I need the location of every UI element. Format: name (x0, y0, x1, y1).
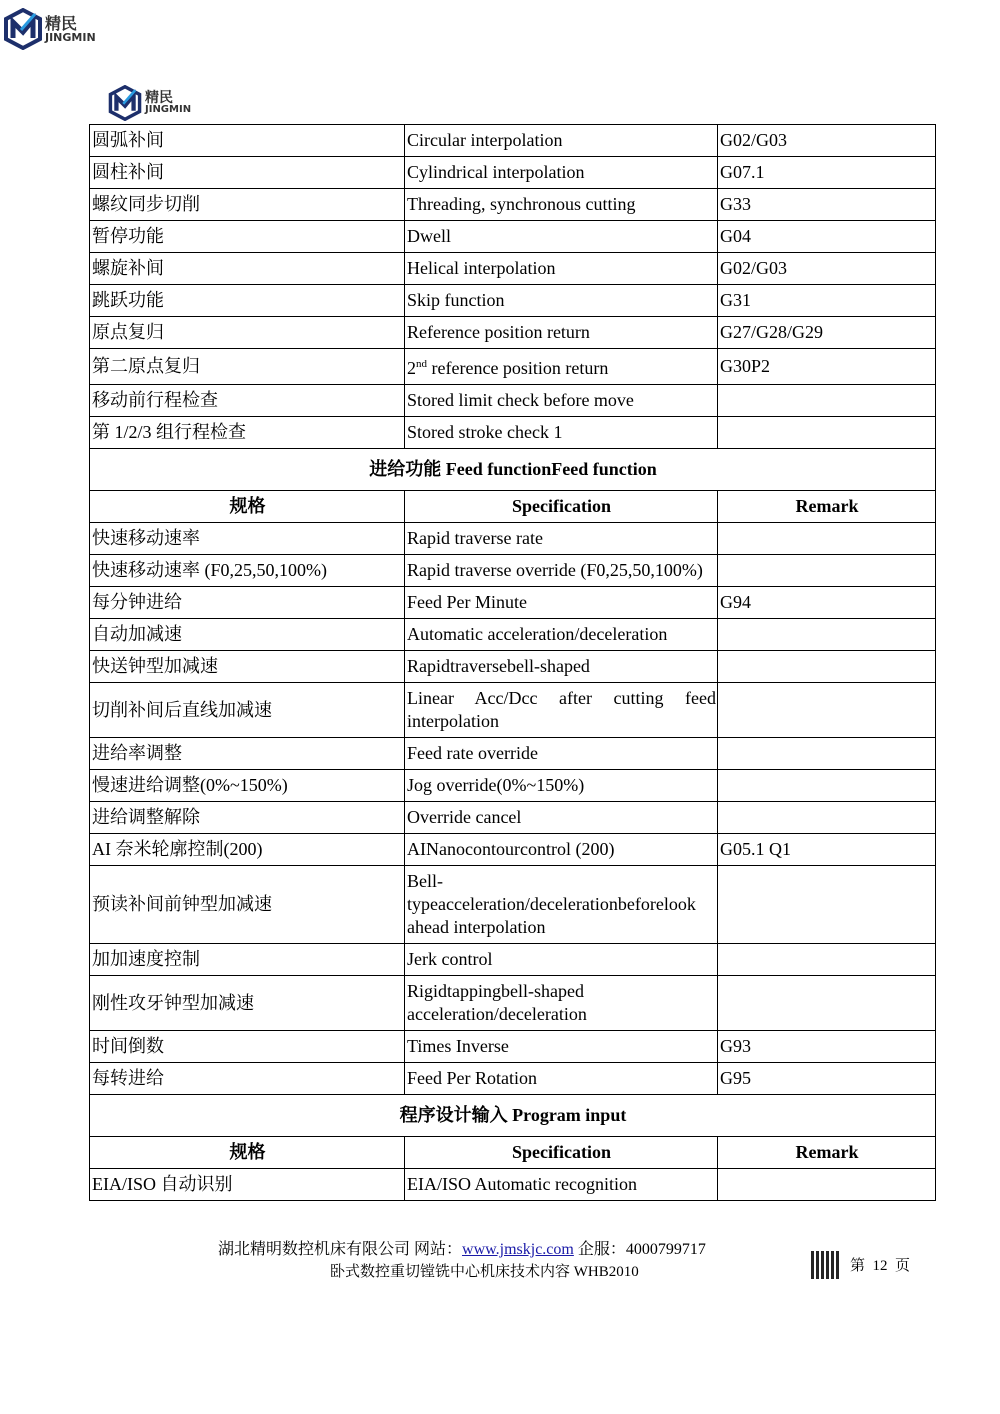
cell-remark (718, 1169, 936, 1201)
page-prefix: 第 (850, 1258, 866, 1274)
table-row (90, 1031, 936, 1063)
footer-company: 湖北精明数控机床有限公司 网站： (218, 1241, 463, 1258)
cell-spec-cn: 原点复归 (90, 317, 405, 349)
cell-spec-en: Rapidtraversebell-shaped (405, 651, 718, 683)
spec-table (89, 124, 936, 1201)
table-row (90, 125, 936, 157)
cell-remark: G07.1 (718, 157, 936, 189)
header-spec-cn: 规格 (90, 1137, 405, 1169)
cell-spec-en: Feed Per Minute (405, 587, 718, 619)
table-row (90, 189, 936, 221)
cell-spec-en: Cylindrical interpolation (405, 157, 718, 189)
cell-spec-en: 2nd reference position return (405, 349, 718, 385)
footer-line-1 (218, 1236, 706, 1259)
cell-spec-cn: 加加速度控制 (90, 944, 405, 976)
cell-spec-en: Rigidtappingbell-shaped acceleration/deceleration (405, 976, 718, 1031)
table-row (90, 349, 936, 385)
cell-spec-cn: AI 奈米轮廓控制(200) (90, 834, 405, 866)
column-header-row (90, 1137, 936, 1169)
cell-spec-cn: 进给率调整 (90, 738, 405, 770)
table-row (90, 770, 936, 802)
cell-spec-en: Feed Per Rotation (405, 1063, 718, 1095)
table-row (90, 1063, 936, 1095)
cell-spec-en: Automatic acceleration/deceleration (405, 619, 718, 651)
cell-spec-en: Circular interpolation (405, 125, 718, 157)
logo-en: JINGMIN (45, 30, 96, 44)
cell-remark (718, 976, 936, 1031)
jingmin-logo-icon (4, 8, 42, 50)
cell-remark (718, 866, 936, 944)
table-row (90, 738, 936, 770)
cell-remark (718, 683, 936, 738)
cell-spec-en: Stored limit check before move (405, 385, 718, 417)
table-row (90, 417, 936, 449)
cell-spec-cn: 自动加减速 (90, 619, 405, 651)
table-row (90, 976, 936, 1031)
logo-cn: 精民 (145, 90, 173, 106)
cell-remark: G94 (718, 587, 936, 619)
cell-spec-cn: 时间倒数 (90, 1031, 405, 1063)
cell-remark (718, 651, 936, 683)
cell-spec-cn: 每分钟进给 (90, 587, 405, 619)
cell-spec-cn: 第二原点复归 (90, 349, 405, 385)
section-title: 进给功能 Feed functionFeed function (90, 449, 936, 491)
column-header-row (90, 491, 936, 523)
footer-service: 企服：4000799717 (573, 1241, 706, 1258)
cell-remark (718, 555, 936, 587)
cell-spec-cn: 快速移动速率 (F0,25,50,100%) (90, 555, 405, 587)
cell-spec-cn: EIA/ISO 自动识别 (90, 1169, 405, 1201)
table-row (90, 385, 936, 417)
cell-spec-en: Jerk control (405, 944, 718, 976)
table-row (90, 317, 936, 349)
cell-spec-cn: 暂停功能 (90, 221, 405, 253)
table-row (90, 683, 936, 738)
cell-remark: G02/G03 (718, 125, 936, 157)
cell-remark (718, 802, 936, 834)
section-header-row (90, 1095, 936, 1137)
cell-spec-en: Bell-typeacceleration/decelerationbeforelook ahead interpolation (405, 866, 718, 944)
jingmin-logo-icon (108, 85, 142, 121)
table-row (90, 555, 936, 587)
table-row (90, 619, 936, 651)
cell-remark (718, 944, 936, 976)
table-row (90, 285, 936, 317)
header-remark: Remark (718, 491, 936, 523)
cell-spec-en: Linear Acc/Dcc after cutting feed interpolation (405, 683, 718, 738)
cell-remark (718, 417, 936, 449)
cell-spec-en: Times Inverse (405, 1031, 718, 1063)
header-spec-en: Specification (405, 1137, 718, 1169)
cell-spec-en: Reference position return (405, 317, 718, 349)
cell-remark: G30P2 (718, 349, 936, 385)
page-number-value: 12 (872, 1258, 888, 1274)
cell-remark: G04 (718, 221, 936, 253)
cell-spec-cn: 螺纹同步切削 (90, 189, 405, 221)
footer-doc-title: 卧式数控重切镗铣中心机床技术内容 WHB2010 (330, 1264, 639, 1280)
cell-spec-en: Override cancel (405, 802, 718, 834)
cell-spec-en: Rapid traverse rate (405, 523, 718, 555)
table-row (90, 651, 936, 683)
table-row (90, 221, 936, 253)
logo-cn: 精民 (45, 13, 78, 33)
header-logo (4, 8, 96, 50)
cell-spec-cn: 移动前行程检查 (90, 385, 405, 417)
cell-spec-cn: 快送钟型加减速 (90, 651, 405, 683)
cell-spec-en: Feed rate override (405, 738, 718, 770)
cell-remark: G93 (718, 1031, 936, 1063)
cell-spec-cn: 进给调整解除 (90, 802, 405, 834)
cell-remark: G33 (718, 189, 936, 221)
cell-spec-en: EIA/ISO Automatic recognition (405, 1169, 718, 1201)
cell-spec-cn: 预读补间前钟型加减速 (90, 866, 405, 944)
table-row (90, 253, 936, 285)
page-number (850, 1254, 910, 1275)
body-logo (108, 85, 191, 121)
cell-spec-en: AINanocontourcontrol (200) (405, 834, 718, 866)
cell-spec-en: Jog override(0%~150%) (405, 770, 718, 802)
table-row (90, 1169, 936, 1201)
header-spec-cn: 规格 (90, 491, 405, 523)
page-suffix: 页 (895, 1258, 911, 1274)
table-row (90, 587, 936, 619)
cell-remark (718, 619, 936, 651)
cell-spec-en: Threading, synchronous cutting (405, 189, 718, 221)
cell-remark: G95 (718, 1063, 936, 1095)
section-title: 程序设计输入 Program input (90, 1095, 936, 1137)
header-spec-en: Specification (405, 491, 718, 523)
cell-spec-cn: 跳跃功能 (90, 285, 405, 317)
cell-spec-cn: 刚性攻牙钟型加减速 (90, 976, 405, 1031)
cell-spec-en: Dwell (405, 221, 718, 253)
table-row (90, 157, 936, 189)
cell-spec-cn: 快速移动速率 (90, 523, 405, 555)
table-row (90, 523, 936, 555)
cell-remark (718, 385, 936, 417)
cell-remark (718, 523, 936, 555)
cell-spec-cn: 每转进给 (90, 1063, 405, 1095)
cell-spec-en: Rapid traverse override (F0,25,50,100%) (405, 555, 718, 587)
cell-remark: G31 (718, 285, 936, 317)
website-link[interactable]: www.jmskjc.com (462, 1241, 574, 1258)
cell-remark: G02/G03 (718, 253, 936, 285)
cell-spec-cn: 慢速进给调整(0%~150%) (90, 770, 405, 802)
header-remark: Remark (718, 1137, 936, 1169)
cell-remark (718, 738, 936, 770)
section-header-row (90, 449, 936, 491)
cell-remark: G27/G28/G29 (718, 317, 936, 349)
table-row (90, 834, 936, 866)
cell-spec-en: Skip function (405, 285, 718, 317)
cell-remark (718, 770, 936, 802)
cell-spec-en: Stored stroke check 1 (405, 417, 718, 449)
table-row (90, 802, 936, 834)
cell-spec-cn: 第 1/2/3 组行程检查 (90, 417, 405, 449)
cell-spec-cn: 切削补间后直线加减速 (90, 683, 405, 738)
cell-remark: G05.1 Q1 (718, 834, 936, 866)
cell-spec-en: Helical interpolation (405, 253, 718, 285)
qr-code-icon (811, 1251, 839, 1279)
cell-spec-cn: 圆弧补间 (90, 125, 405, 157)
cell-spec-cn: 圆柱补间 (90, 157, 405, 189)
table-row (90, 866, 936, 944)
cell-spec-cn: 螺旋补间 (90, 253, 405, 285)
logo-en: JINGMIN (145, 104, 192, 115)
table-row (90, 944, 936, 976)
